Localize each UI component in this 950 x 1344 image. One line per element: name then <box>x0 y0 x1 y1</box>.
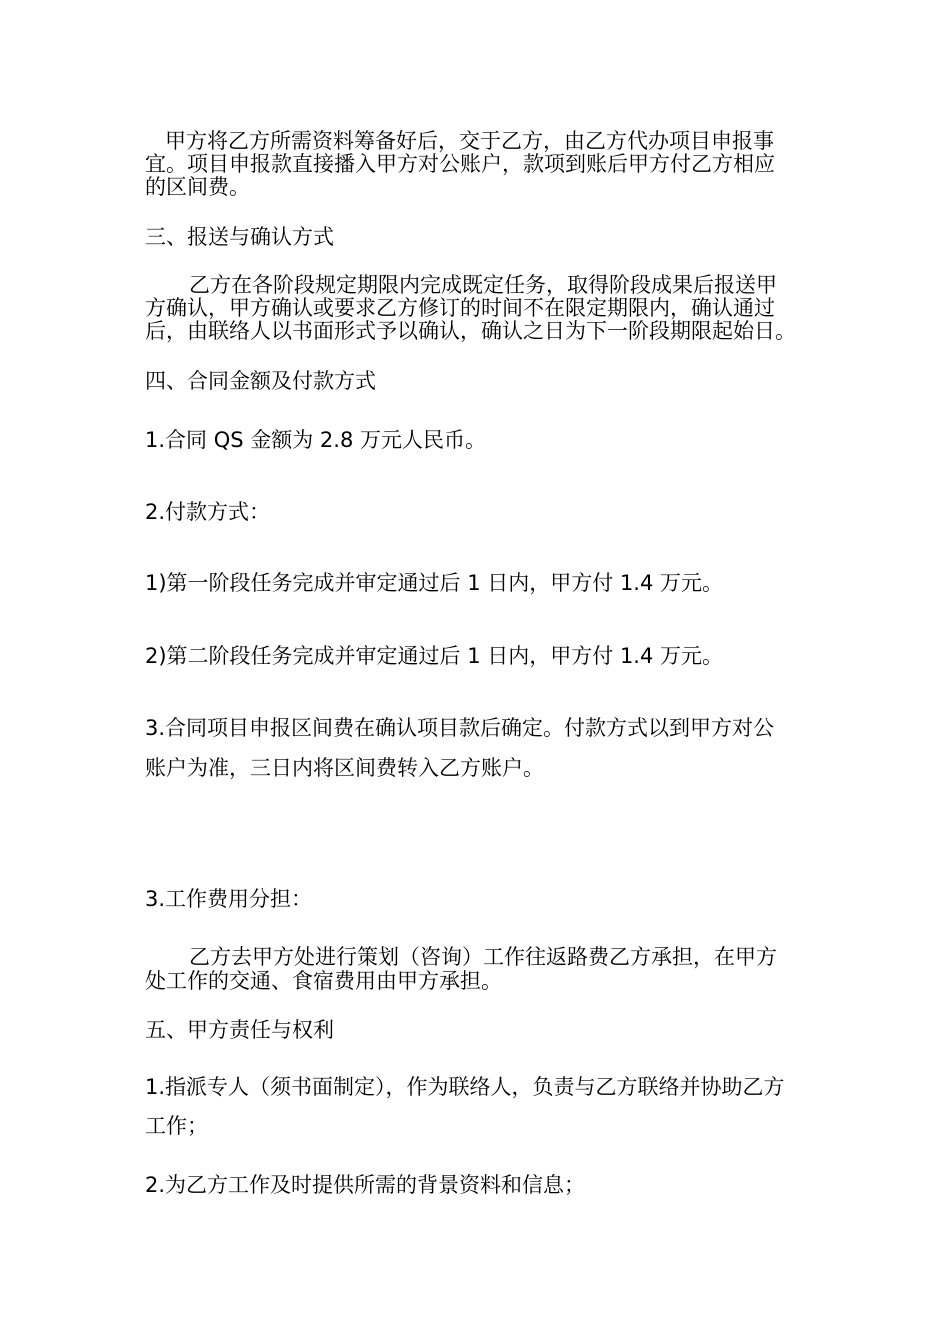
list-item: 2.为乙方工作及时提供所需的背景资料和信息； <box>145 1173 586 1197</box>
section-heading: 四、合同金额及付款方式 <box>145 369 376 393</box>
paragraph-line: 乙方去甲方处进行策划（咨询）工作往返路费乙方承担，在甲方 <box>189 945 777 969</box>
paragraph-line: 后，由联络人以书面形式予以确认，确认之日为下一阶段期限起始日。 <box>145 319 796 343</box>
list-item: 2.付款方式： <box>145 500 271 524</box>
list-item: 1.指派专人（须书面制定），作为联络人，负责与乙方联络并协助乙方 <box>145 1075 785 1099</box>
paragraph-line: 乙方在各阶段规定期限内完成既定任务，取得阶段成果后报送甲 <box>189 273 777 297</box>
list-item: 1)第一阶段任务完成并审定通过后 1 日内，甲方付 1.4 万元。 <box>145 571 724 595</box>
paragraph-line: 甲方将乙方所需资料筹备好后，交于乙方，由乙方代办项目申报事 <box>165 129 774 153</box>
list-item: 2)第二阶段任务完成并审定通过后 1 日内，甲方付 1.4 万元。 <box>145 644 724 668</box>
section-heading: 三、报送与确认方式 <box>145 225 334 249</box>
list-item: 3.工作费用分担： <box>145 887 313 911</box>
paragraph-line: 处工作的交通、食宿费用由甲方承担。 <box>145 969 502 993</box>
section-heading: 五、甲方责任与权利 <box>145 1018 334 1042</box>
list-item: 账户为准，三日内将区间费转入乙方账户。 <box>145 756 544 780</box>
paragraph-line: 宜。项目申报款直接播入甲方对公账户，款项到账后甲方付乙方相应 <box>145 152 775 176</box>
list-item: 工作； <box>145 1114 208 1138</box>
paragraph-line: 的区间费。 <box>145 175 250 199</box>
paragraph-line: 方确认，甲方确认或要求乙方修订的时间不在限定期限内，确认通过 <box>145 296 775 320</box>
list-item: 3.合同项目申报区间费在确认项目款后确定。付款方式以到甲方对公 <box>145 716 775 740</box>
list-item: 1.合同 QS 金额为 2.8 万元人民币。 <box>145 428 486 452</box>
